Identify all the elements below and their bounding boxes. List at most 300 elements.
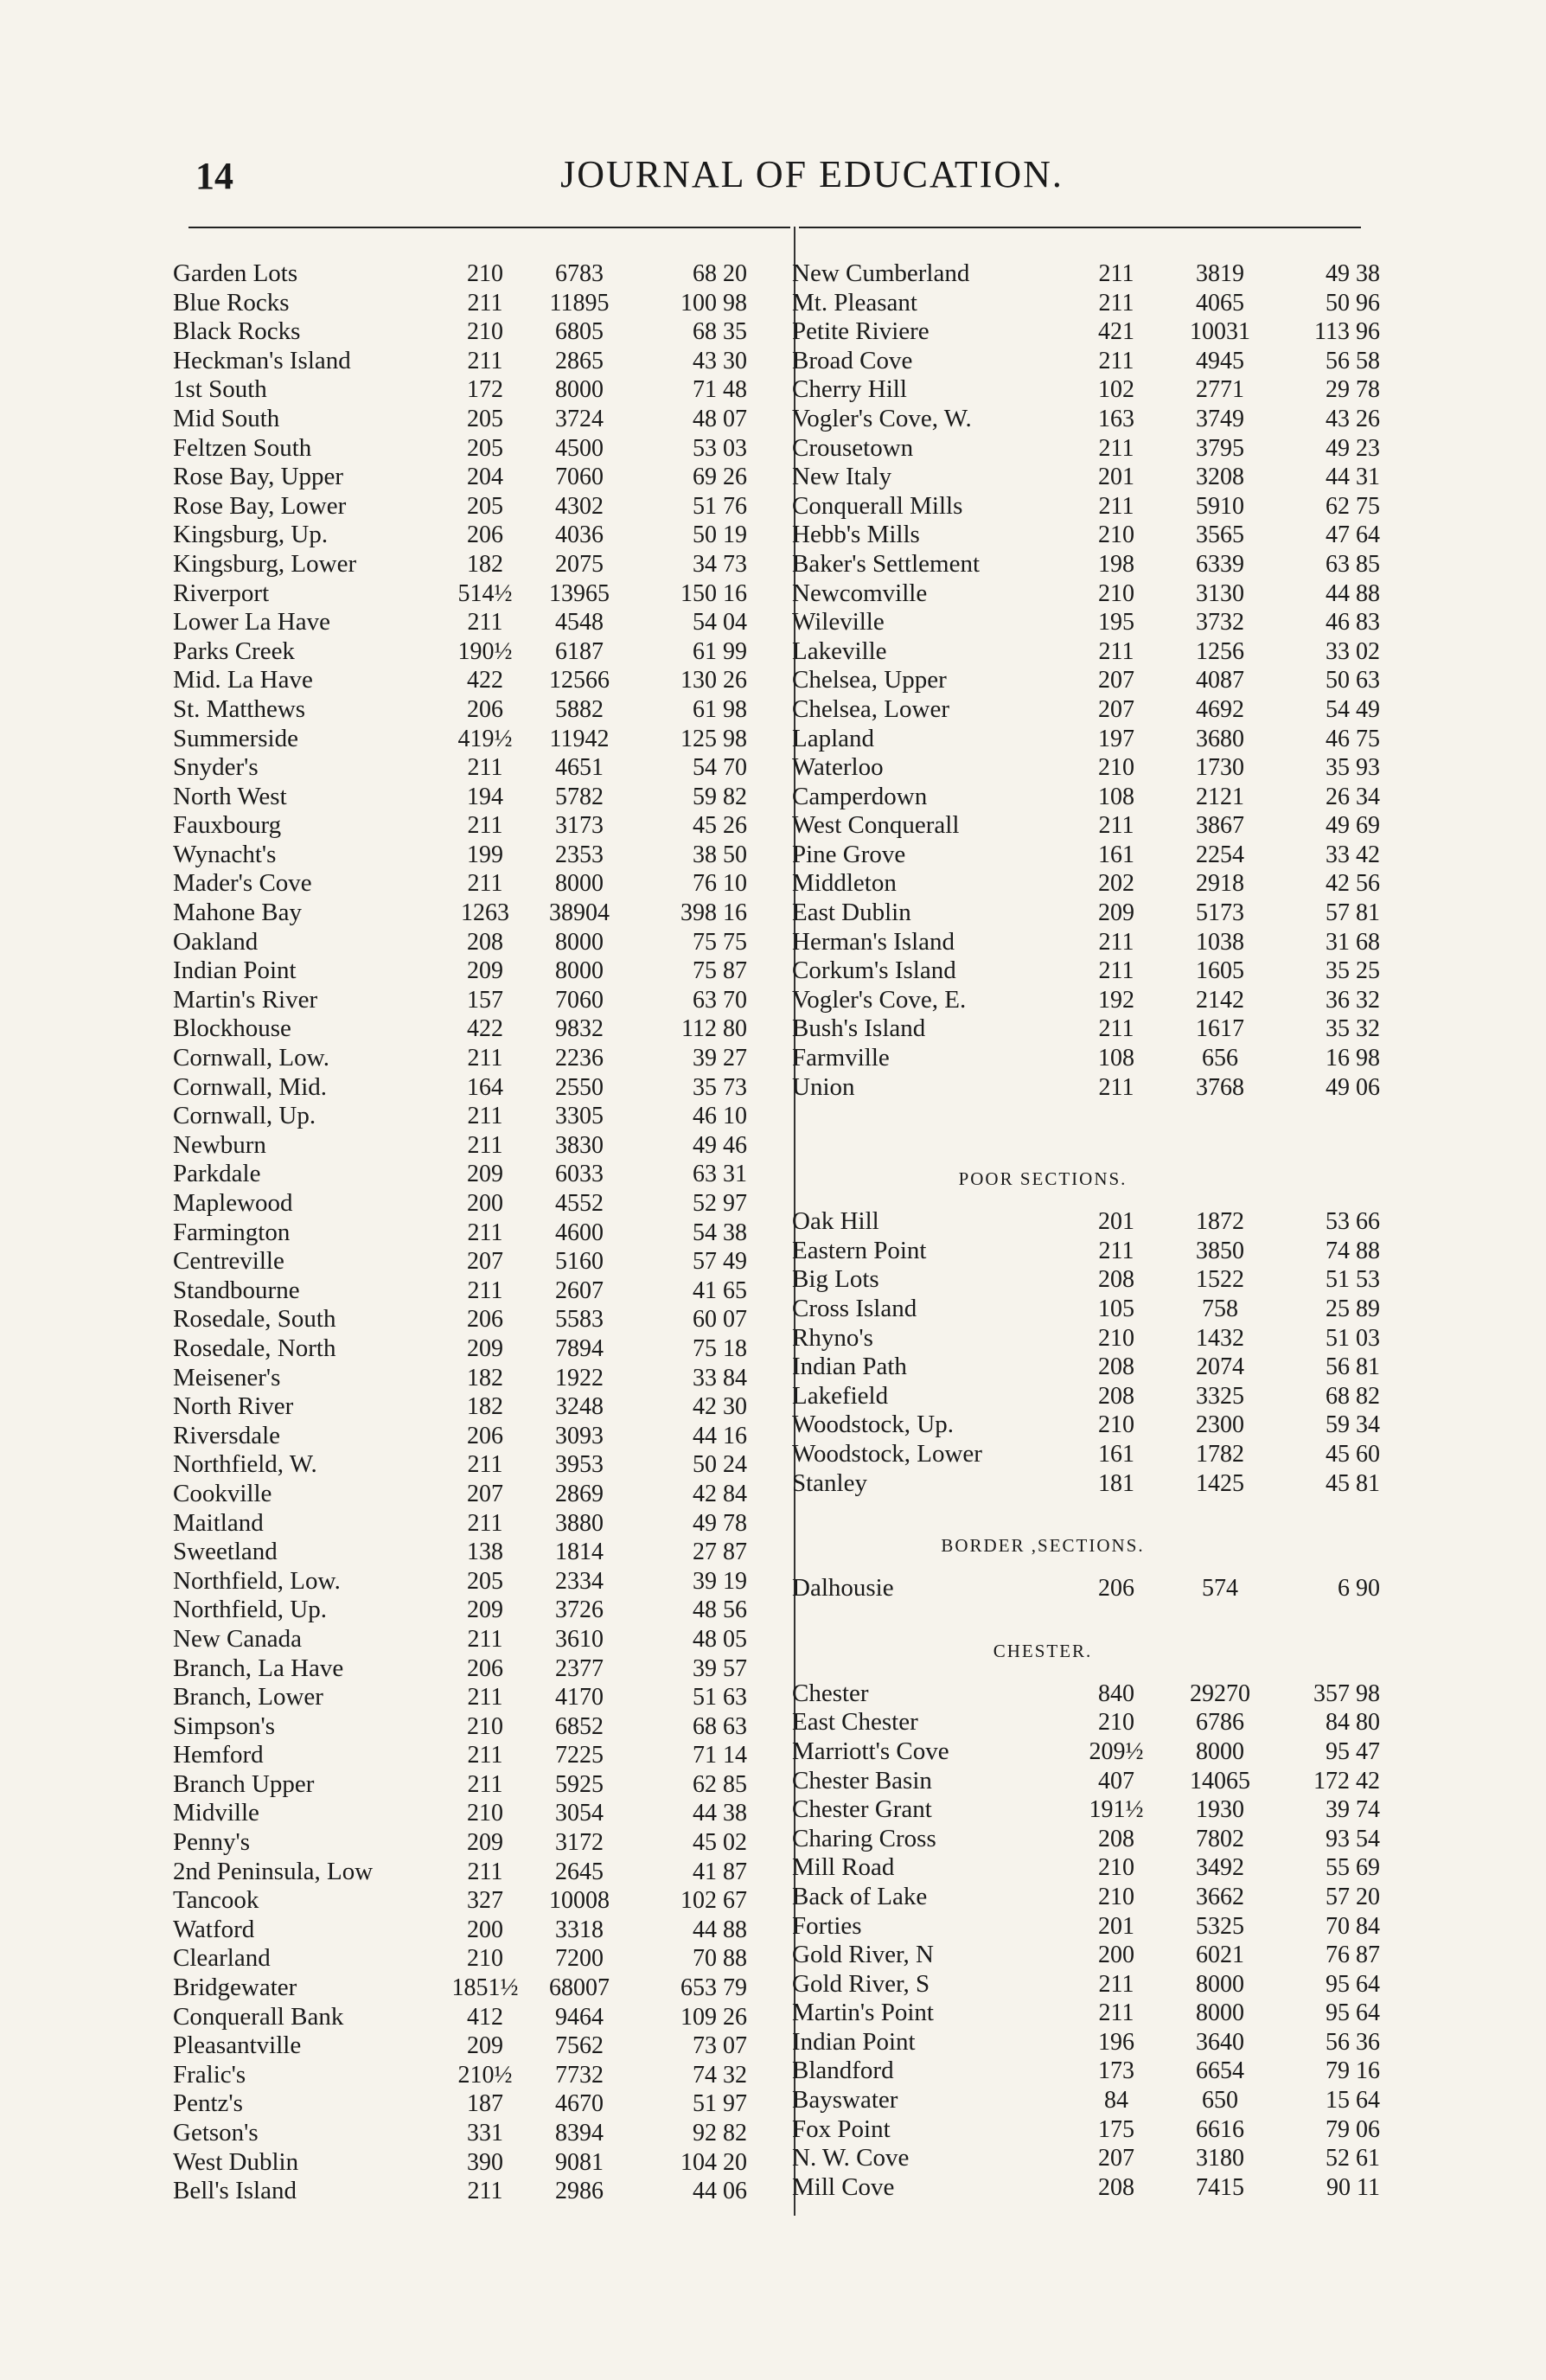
section-name: Indian Point	[792, 2027, 916, 2056]
attendance-value: 8394	[555, 2120, 604, 2146]
attendance-value: 68007	[549, 1974, 610, 2002]
section-name: Northfield, Up.	[173, 1596, 327, 1624]
attendance-value: 1617	[1196, 1015, 1244, 1043]
attendance-value: 2075	[555, 550, 604, 578]
amount-value: 76 87	[1326, 1942, 1380, 1969]
days-value: 164	[467, 1073, 503, 1101]
table-row	[792, 434, 1380, 464]
days-value: 211	[467, 1103, 503, 1130]
days-value: 211	[467, 289, 503, 317]
amount-value: 46 10	[693, 1103, 747, 1130]
amount-value: 49 46	[693, 1131, 747, 1159]
section-name: Indian Point	[173, 956, 297, 985]
days-value: 211	[1098, 1015, 1134, 1043]
section-name: Lower La Have	[173, 608, 330, 637]
days-value: 207	[1098, 667, 1134, 694]
amount-value: 45 60	[1326, 1440, 1380, 1468]
table-row	[173, 289, 778, 318]
days-value: 211	[467, 1509, 503, 1537]
section-name: Riversdale	[173, 1421, 281, 1449]
days-value: 211	[467, 812, 503, 840]
amount-value: 6 90	[1338, 1575, 1380, 1603]
section-name: New Canada	[173, 1624, 302, 1653]
days-value: 211	[1098, 1970, 1134, 1998]
days-value: 210	[1098, 1324, 1134, 1352]
attendance-value: 3248	[555, 1393, 604, 1421]
days-value: 390	[467, 2148, 503, 2176]
attendance-value: 2074	[1196, 1353, 1244, 1381]
days-value: 210½	[457, 2061, 513, 2089]
days-value: 840	[1098, 1679, 1134, 1707]
section-name: Maitland	[173, 1508, 264, 1537]
section-name: Summerside	[173, 724, 298, 752]
attendance-value: 3819	[1196, 260, 1244, 287]
days-value: 200	[1098, 1942, 1134, 1969]
days-value: 211	[467, 870, 503, 898]
attendance-value: 3093	[555, 1422, 604, 1449]
section-name: Forties	[792, 1911, 862, 1940]
amount-value: 42 84	[693, 1480, 747, 1507]
days-value: 198	[1098, 550, 1134, 578]
days-value: 211	[1098, 957, 1134, 985]
table-row	[792, 666, 1380, 695]
days-value: 209½	[1089, 1737, 1144, 1765]
section-name: Feltzen South	[173, 433, 312, 462]
days-value: 327	[467, 1887, 503, 1915]
table-row	[173, 811, 778, 841]
section-name: Middleton	[792, 869, 897, 898]
amount-value: 71 14	[693, 1742, 747, 1769]
section-name: Baker's Settlement	[792, 549, 981, 578]
table-row	[792, 1411, 1380, 1440]
days-value: 207	[467, 1480, 503, 1507]
amount-value: 35 93	[1326, 754, 1380, 782]
attendance-value: 2607	[555, 1276, 604, 1304]
table-row	[792, 608, 1380, 637]
days-value: 211	[1098, 1073, 1134, 1101]
amount-value: 43 30	[693, 347, 747, 374]
section-name: Bell's Island	[173, 2177, 297, 2205]
amount-value: 63 70	[693, 986, 747, 1014]
table-row	[792, 1324, 1380, 1353]
table-row	[173, 1480, 778, 1509]
amount-value: 26 34	[1326, 783, 1380, 810]
section-name: Herman's Island	[792, 927, 955, 956]
attendance-value: 5583	[555, 1306, 604, 1334]
attendance-value: 10008	[549, 1887, 610, 1915]
section-name: Gold River, N	[792, 1941, 934, 1969]
table-row	[173, 695, 778, 725]
table-row	[792, 375, 1380, 405]
section-name: Vogler's Cove, W.	[792, 404, 972, 432]
header-rule-right	[799, 227, 1361, 228]
days-value: 211	[1098, 1999, 1134, 2027]
attendance-value: 3724	[555, 405, 604, 432]
section-name: Cross Island	[792, 1295, 917, 1322]
table-row	[792, 783, 1380, 812]
days-value: 211	[467, 1770, 503, 1798]
attendance-value: 1922	[555, 1364, 604, 1392]
section-name: Cornwall, Low.	[173, 1044, 329, 1072]
table-row	[173, 841, 778, 870]
attendance-value: 1930	[1196, 1796, 1244, 1824]
attendance-value: 6033	[555, 1161, 604, 1188]
table-row	[792, 841, 1380, 870]
table-row	[792, 1353, 1380, 1382]
section-name: Rose Bay, Upper	[173, 463, 344, 491]
amount-value: 75 75	[693, 928, 747, 956]
amount-value: 50 96	[1326, 289, 1380, 317]
table-row	[792, 550, 1380, 579]
attendance-value: 14065	[1190, 1767, 1250, 1795]
days-value: 206	[467, 1306, 503, 1334]
attendance-value: 2918	[1196, 870, 1244, 898]
section-name: Heckman's Island	[173, 346, 351, 374]
section-name: Newburn	[173, 1130, 266, 1159]
attendance-value: 2986	[555, 2178, 604, 2205]
section-name: Blue Rocks	[173, 288, 290, 317]
section-name: Conquerall Mills	[792, 491, 963, 520]
attendance-value: 7060	[555, 986, 604, 1014]
table-row	[792, 1044, 1380, 1073]
attendance-value: 2550	[555, 1073, 604, 1101]
amount-value: 42 56	[1326, 870, 1380, 898]
table-row	[173, 1916, 778, 1945]
amount-value: 113 96	[1314, 318, 1380, 346]
days-value: 1851½	[451, 1974, 519, 2002]
amount-value: 46 75	[1326, 725, 1380, 752]
table-row	[792, 463, 1380, 492]
section-name: Chelsea, Upper	[792, 666, 947, 694]
table-row	[173, 1683, 778, 1712]
days-value: 211	[1098, 637, 1134, 665]
section-name: Farmington	[173, 1218, 291, 1246]
section-name: Branch, La Have	[173, 1654, 344, 1682]
days-value: 412	[467, 2003, 503, 2031]
section-name: Standbourne	[173, 1276, 300, 1304]
table-row	[173, 259, 778, 289]
section-name: Riverport	[173, 579, 270, 607]
amount-value: 56 36	[1326, 2028, 1380, 2056]
amount-value: 39 74	[1326, 1796, 1380, 1824]
table-row	[173, 1770, 778, 1800]
attendance-value: 758	[1202, 1296, 1238, 1322]
header-rule-left	[188, 227, 790, 228]
days-value: 208	[1098, 1382, 1134, 1410]
attendance-value: 8000	[555, 376, 604, 404]
days-value: 211	[467, 2178, 503, 2205]
table-row	[792, 1941, 1380, 1970]
amount-value: 51 53	[1326, 1266, 1380, 1294]
table-row	[792, 753, 1380, 783]
attendance-value: 3054	[555, 1800, 604, 1827]
days-value: 211	[467, 1858, 503, 1885]
section-name: Corkum's Island	[792, 956, 956, 985]
days-value: 422	[467, 1015, 503, 1043]
attendance-value: 4500	[555, 434, 604, 462]
attendance-value: 4552	[555, 1190, 604, 1217]
amount-value: 15 64	[1326, 2087, 1380, 2114]
table-row	[792, 811, 1380, 841]
days-value: 209	[467, 1829, 503, 1857]
days-value: 407	[1098, 1767, 1134, 1795]
table-row	[173, 2061, 778, 2090]
amount-value: 55 69	[1326, 1854, 1380, 1882]
days-value: 210	[1098, 1411, 1134, 1439]
table-row	[792, 956, 1380, 986]
amount-value: 109 26	[680, 2003, 747, 2031]
section-name: Northfield, Low.	[173, 1566, 341, 1595]
attendance-value: 1730	[1196, 754, 1244, 782]
attendance-value: 3305	[555, 1103, 604, 1130]
amount-value: 44 31	[1326, 464, 1380, 491]
days-value: 172	[467, 376, 503, 404]
table-row	[173, 1538, 778, 1567]
section-name: Oak Hill	[792, 1207, 879, 1236]
amount-value: 49 23	[1326, 434, 1380, 462]
attendance-value: 3850	[1196, 1237, 1244, 1264]
amount-value: 73 07	[693, 2032, 747, 2060]
table-row	[173, 1219, 778, 1248]
attendance-value: 38904	[549, 899, 610, 927]
attendance-value: 7225	[555, 1742, 604, 1769]
table-row	[792, 1014, 1380, 1044]
section-name: Martin's River	[173, 985, 318, 1014]
table-row	[173, 1567, 778, 1596]
right-column	[792, 259, 1380, 2202]
table-row	[792, 2115, 1380, 2145]
section-name: Cornwall, Mid.	[173, 1072, 328, 1101]
attendance-value: 5882	[555, 695, 604, 723]
table-row	[792, 1237, 1380, 1266]
days-value: 211	[467, 1219, 503, 1246]
section-name: Crousetown	[792, 433, 914, 462]
table-row	[173, 725, 778, 754]
section-name: Camperdown	[792, 782, 928, 810]
days-value: 211	[467, 1276, 503, 1304]
section-name: Chester Grant	[792, 1795, 932, 1824]
section-name: North River	[173, 1392, 294, 1421]
table-row	[173, 1334, 778, 1364]
table-row	[173, 1247, 778, 1276]
section-name: Chester	[792, 1679, 869, 1707]
amount-value: 68 82	[1326, 1382, 1380, 1410]
attendance-value: 6187	[555, 637, 604, 665]
table-row	[173, 1102, 778, 1131]
days-value: 161	[1098, 1440, 1134, 1468]
table-row	[792, 1883, 1380, 1912]
table-row	[173, 550, 778, 579]
table-row	[173, 347, 778, 376]
table-row	[173, 1422, 778, 1451]
amount-value: 41 65	[693, 1276, 747, 1304]
section-name: New Cumberland	[792, 259, 970, 287]
amount-value: 33 84	[693, 1364, 747, 1392]
section-name: Branch Upper	[173, 1769, 315, 1798]
attendance-value: 7415	[1196, 2173, 1244, 2201]
attendance-value: 3492	[1196, 1854, 1244, 1882]
days-value: 211	[1098, 260, 1134, 287]
days-value: 200	[467, 1190, 503, 1217]
amount-value: 50 19	[693, 521, 747, 549]
amount-value: 29 78	[1326, 376, 1380, 404]
table-row	[792, 725, 1380, 754]
section-name: Rosedale, South	[173, 1305, 336, 1334]
amount-value: 35 73	[693, 1073, 747, 1101]
attendance-value: 5782	[555, 783, 604, 810]
amount-value: 60 07	[693, 1306, 747, 1334]
attendance-value: 6616	[1196, 2115, 1244, 2143]
days-value: 211	[467, 1451, 503, 1479]
days-value: 210	[1098, 521, 1134, 549]
days-value: 208	[1098, 1825, 1134, 1852]
section-name: Union	[792, 1072, 855, 1101]
amount-value: 33 02	[1326, 637, 1380, 665]
amount-value: 75 18	[693, 1334, 747, 1362]
section-name: Northfield, W.	[173, 1450, 317, 1479]
table-row	[173, 1364, 778, 1393]
days-value: 210	[1098, 754, 1134, 782]
amount-value: 38 50	[693, 841, 747, 868]
amount-value: 62 75	[1326, 492, 1380, 520]
days-value: 194	[467, 783, 503, 810]
attendance-value: 3640	[1196, 2028, 1244, 2056]
days-value: 209	[467, 2032, 503, 2060]
amount-value: 61 98	[693, 695, 747, 723]
attendance-value: 1872	[1196, 1208, 1244, 1236]
table-row	[792, 1440, 1380, 1469]
days-value: 202	[1098, 870, 1134, 898]
section-name: Conquerall Bank	[173, 2002, 344, 2031]
amount-value: 51 76	[693, 492, 747, 520]
section-name: East Chester	[792, 1708, 918, 1737]
days-value: 205	[467, 405, 503, 432]
section-name: Woodstock, Lower	[792, 1439, 982, 1468]
table-row	[792, 1912, 1380, 1942]
table-row	[173, 956, 778, 986]
attendance-value: 1782	[1196, 1440, 1244, 1468]
attendance-value: 2142	[1196, 986, 1244, 1014]
left-column	[173, 259, 778, 2206]
section-name: Clearland	[173, 1944, 271, 1973]
section-name: Bayswater	[792, 2086, 898, 2114]
section-name: St. Matthews	[173, 694, 306, 723]
attendance-value: 29270	[1190, 1679, 1250, 1707]
amount-value: 49 38	[1326, 260, 1380, 287]
days-value: 206	[467, 521, 503, 549]
attendance-value: 4065	[1196, 289, 1244, 317]
amount-value: 68 20	[693, 260, 747, 287]
table-row	[792, 579, 1380, 609]
table-row	[173, 2089, 778, 2119]
table-row	[792, 928, 1380, 957]
attendance-value: 2254	[1196, 841, 1244, 868]
table-row	[173, 2148, 778, 2178]
table-row	[173, 986, 778, 1015]
attendance-value: 3173	[555, 812, 604, 840]
attendance-value: 1256	[1196, 637, 1244, 665]
days-value: 182	[467, 1393, 503, 1421]
attendance-value: 3768	[1196, 1073, 1244, 1101]
attendance-value: 4945	[1196, 347, 1244, 374]
table-row	[792, 1708, 1380, 1737]
table-row	[792, 899, 1380, 928]
section-name: Charing Cross	[792, 1824, 936, 1852]
amount-value: 51 03	[1326, 1324, 1380, 1352]
attendance-value: 3953	[555, 1451, 604, 1479]
table-row	[173, 405, 778, 434]
amount-value: 48 07	[693, 405, 747, 432]
attendance-value: 2121	[1196, 783, 1244, 810]
days-value: 191½	[1089, 1796, 1144, 1824]
table-row	[792, 1469, 1380, 1499]
amount-value: 16 98	[1326, 1045, 1380, 1072]
days-value: 197	[1098, 725, 1134, 752]
attendance-value: 6654	[1196, 2057, 1244, 2085]
attendance-value: 9832	[555, 1015, 604, 1043]
days-value: 108	[1098, 783, 1134, 810]
amount-value: 48 05	[693, 1625, 747, 1653]
table-row	[173, 666, 778, 695]
section-name: Lapland	[792, 724, 875, 752]
section-name: 2nd Peninsula, Low	[173, 1857, 374, 1885]
table-row	[173, 1044, 778, 1073]
days-value: 211	[467, 1131, 503, 1159]
attendance-value: 5925	[555, 1770, 604, 1798]
attendance-value: 3180	[1196, 2145, 1244, 2172]
attendance-value: 9464	[555, 2003, 604, 2031]
attendance-value: 3795	[1196, 434, 1244, 462]
table-row	[173, 1160, 778, 1189]
days-value: 201	[1098, 464, 1134, 491]
attendance-value: 9081	[555, 2148, 604, 2176]
table-row	[792, 637, 1380, 667]
table-row	[792, 1999, 1380, 2028]
section-name: Gold River, S	[792, 1969, 930, 1998]
section-name: Pleasantville	[173, 2031, 302, 2060]
days-value: 205	[467, 492, 503, 520]
amount-value: 112 80	[681, 1015, 747, 1043]
table-row	[792, 695, 1380, 725]
table-row	[173, 928, 778, 957]
section-name: N. W. Cove	[792, 2144, 910, 2172]
amount-value: 54 49	[1326, 695, 1380, 723]
attendance-value: 5160	[555, 1248, 604, 1276]
attendance-value: 7732	[555, 2061, 604, 2089]
days-value: 187	[467, 2090, 503, 2118]
section-name: Mill Road	[792, 1853, 895, 1882]
days-value: 206	[467, 1654, 503, 1682]
amount-value: 57 20	[1326, 1883, 1380, 1910]
amount-value: 71 48	[693, 376, 747, 404]
section-name: West Dublin	[173, 2147, 299, 2176]
table-row	[792, 521, 1380, 550]
table-row	[792, 1073, 1380, 1103]
attendance-value: 4548	[555, 609, 604, 637]
amount-value: 39 57	[693, 1654, 747, 1682]
attendance-value: 7060	[555, 464, 604, 491]
amount-value: 44 06	[693, 2178, 747, 2205]
section-name: Fralic's	[173, 2060, 246, 2089]
amount-value: 27 87	[693, 1539, 747, 1566]
attendance-value: 3880	[555, 1509, 604, 1537]
page-number: 14	[195, 155, 233, 197]
table-row	[792, 2057, 1380, 2086]
attendance-value: 7894	[555, 1334, 604, 1362]
days-value: 331	[467, 2120, 503, 2146]
table-row	[792, 1679, 1380, 1709]
attendance-value: 3867	[1196, 812, 1244, 840]
